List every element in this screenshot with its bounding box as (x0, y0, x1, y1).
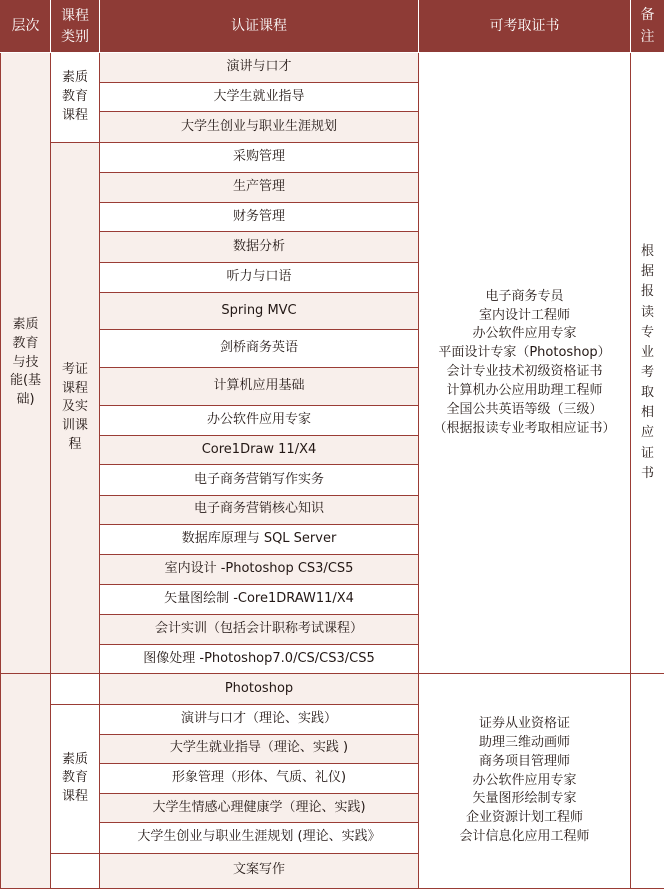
certificate-item: 会计专业技术初级资格证书 (446, 364, 603, 380)
certificate-list-second (419, 674, 631, 889)
level-basic: 素质教育与技能(基础) (1, 53, 51, 674)
course-cell: Core1Draw 11/X4 (100, 436, 419, 465)
course-cell: 大学生就业指导 (100, 83, 419, 112)
certificate-item: 企业资源计划工程师 (465, 810, 583, 826)
level-second (1, 674, 51, 889)
course-cell: 听力与口语 (100, 262, 419, 292)
course-cell: 剑桥商务英语 (100, 330, 419, 367)
course-cell: Spring MVC (100, 292, 419, 329)
certificate-item: 全国公共英语等级（三级） (446, 401, 603, 417)
course-cell: Photoshop (100, 674, 419, 705)
course-cell: 室内设计 -Photoshop CS3/CS5 (100, 555, 419, 585)
header-course: 认证课程 (100, 1, 419, 53)
category-quality-education-2: 素质教育课程 (51, 705, 100, 853)
certificate-item: 矢量图形绘制专家 (472, 791, 577, 807)
certificate-item: 办公软件应用专家 (472, 326, 577, 342)
course-cell: 数据分析 (100, 232, 419, 262)
category-top-spacer (51, 674, 100, 705)
certificate-item: 室内设计工程师 (478, 307, 570, 323)
course-cell: 演讲与口才 (100, 53, 419, 83)
course-cell: 数据库原理与 SQL Server (100, 524, 419, 554)
certificate-item: 平面设计专家（Photoshop） (438, 345, 611, 361)
table-row (1, 53, 664, 83)
table-row (1, 674, 664, 705)
certificate-item: 助理三维动画师 (478, 734, 570, 750)
header-row (1, 1, 664, 53)
course-cell: 演讲与口才（理论、实践） (100, 705, 419, 734)
category-bottom-spacer (51, 853, 100, 888)
header-category: 课程类别 (51, 1, 100, 53)
course-cell: 大学生就业指导（理论、实践 ) (100, 734, 419, 763)
certificate-item: 电子商务专员 (485, 288, 564, 304)
course-cell: 大学生创业与职业生涯规划 (理论、实践》 (100, 823, 419, 853)
certificate-item: 商务项目管理师 (478, 753, 570, 769)
header-certificate: 可考取证书 (419, 1, 631, 53)
course-cell: 矢量图绘制 -Core1DRAW11/X4 (100, 585, 419, 614)
certificate-item: 办公软件应用专家 (472, 772, 577, 788)
course-cell: 会计实训（包括会计职称考试课程） (100, 614, 419, 644)
certificate-item: 会计信息化应用工程师 (459, 829, 590, 845)
certificate-item: 证券从业资格证 (478, 716, 570, 732)
category-cert-training: 考证课程及实训课程 (51, 142, 100, 673)
certificate-item: （根据报读专业考取相应证书） (433, 420, 616, 436)
course-cell: 大学生创业与职业生涯规划 (100, 112, 419, 142)
course-cell: 电子商务营销核心知识 (100, 495, 419, 524)
course-cell: 生产管理 (100, 172, 419, 202)
course-cell: 财务管理 (100, 203, 419, 232)
remark-basic: 根据报读专业考取相应证书 (631, 53, 664, 674)
course-cell: 电子商务营销写作实务 (100, 465, 419, 495)
certificate-list-basic (419, 53, 631, 674)
course-cell: 大学生情感心理健康学（理论、实践) (100, 794, 419, 823)
course-cell: 采购管理 (100, 142, 419, 172)
course-cell: 形象管理（形体、气质、礼仪) (100, 763, 419, 793)
course-cell: 办公软件应用专家 (100, 405, 419, 435)
course-cell: 图像处理 -Photoshop7.0/CS/CS3/CS5 (100, 644, 419, 673)
category-quality-education: 素质教育课程 (51, 53, 100, 143)
course-cell: 计算机应用基础 (100, 367, 419, 405)
header-remark: 备注 (631, 1, 664, 53)
remark-second (631, 674, 664, 889)
course-cell: 文案写作 (100, 853, 419, 888)
header-level: 层次 (1, 1, 51, 53)
certificate-item: 计算机办公应用助理工程师 (446, 382, 603, 398)
